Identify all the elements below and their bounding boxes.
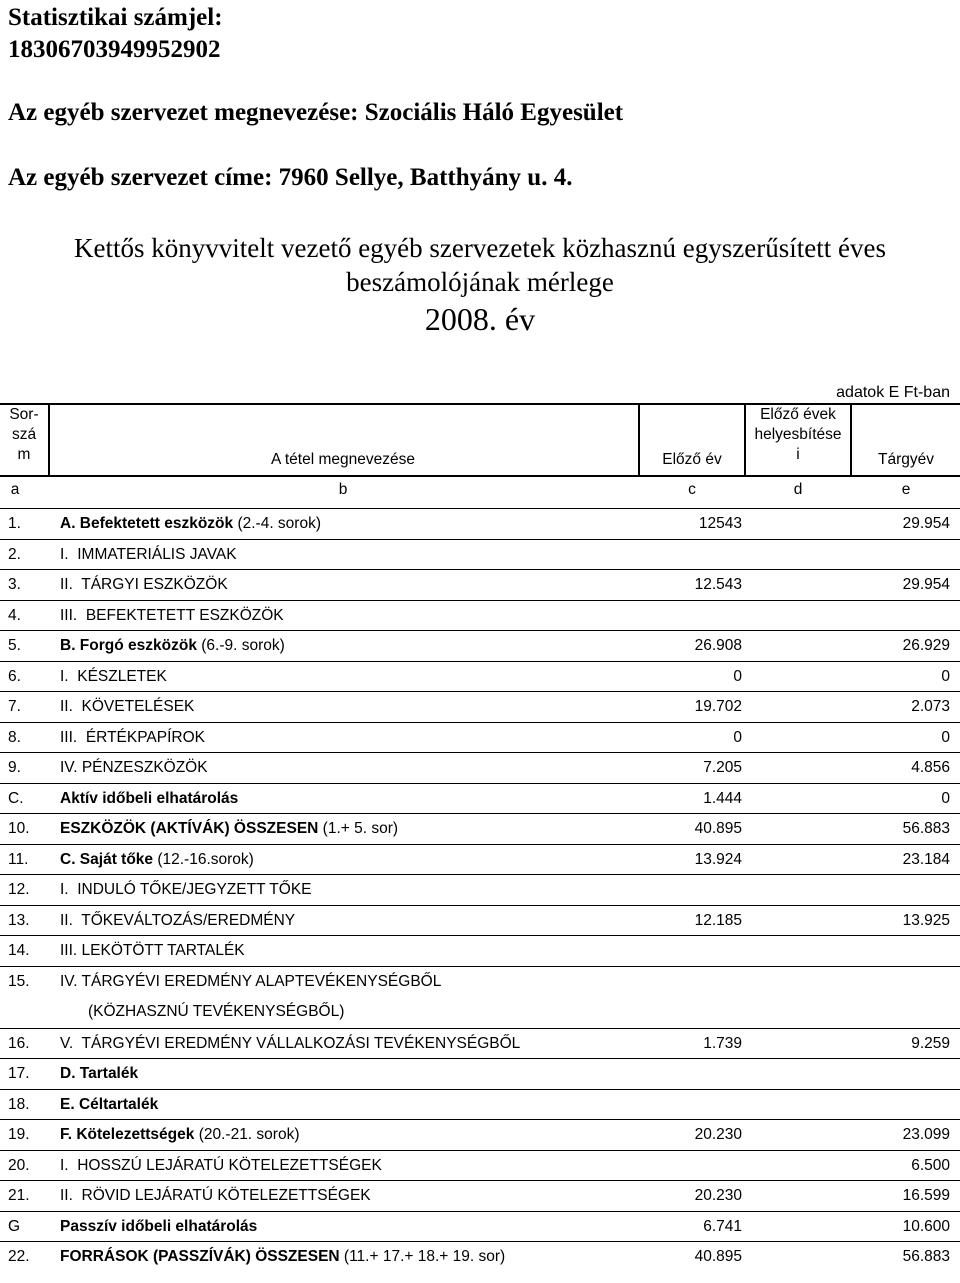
table-row bbox=[0, 630, 960, 661]
col-letter-e: e bbox=[901, 481, 911, 498]
previous-year-value: 12.543 bbox=[694, 576, 742, 593]
row-item-name: III. LEKÖTÖTT TARTALÉK bbox=[60, 942, 245, 959]
col-letter-b: b bbox=[338, 481, 348, 498]
row-number: 3. bbox=[8, 576, 21, 593]
row-number: 22. bbox=[8, 1248, 30, 1265]
current-year-value: 13.925 bbox=[902, 911, 950, 929]
row-number: 17. bbox=[8, 1065, 30, 1082]
previous-year-value: 0 bbox=[733, 667, 742, 685]
table-row bbox=[0, 1119, 960, 1150]
organization-name: Az egyéb szervezet megnevezése: Szociális Háló Egyesület bbox=[8, 99, 624, 126]
row-number: 7. bbox=[8, 698, 21, 715]
current-year-value: 0 bbox=[941, 728, 950, 746]
row-number: 21. bbox=[8, 1187, 30, 1204]
row-item-name: Passzív időbeli elhatárolás bbox=[60, 1217, 258, 1235]
table-row bbox=[0, 1058, 960, 1089]
table-row bbox=[0, 1241, 960, 1272]
row-item-name: I. INDULÓ TŐKE/JEGYZETT TŐKE bbox=[60, 881, 312, 898]
table-row bbox=[0, 935, 960, 966]
table-row bbox=[0, 813, 960, 844]
table-row bbox=[0, 905, 960, 936]
row-number: 1. bbox=[8, 515, 21, 532]
row-item-name: II. TŐKEVÁLTOZÁS/EREDMÉNY bbox=[60, 911, 296, 929]
table-row bbox=[0, 539, 960, 570]
previous-year-value: 7.205 bbox=[703, 759, 742, 776]
current-year-value: 56.883 bbox=[902, 1248, 950, 1265]
current-year-value: 23.099 bbox=[902, 1126, 950, 1143]
current-year-value: 16.599 bbox=[902, 1187, 950, 1204]
organization-address: Az egyéb szervezet címe: 7960 Sellye, Batthyány u. 4. bbox=[8, 164, 573, 191]
unit-note: adatok E Ft-ban bbox=[836, 384, 950, 401]
table-row bbox=[0, 1089, 960, 1120]
row-item-name: ESZKÖZÖK (AKTÍVÁK) ÖSSZESEN (1.+ 5. sor) bbox=[60, 820, 399, 837]
current-year-value: 0 bbox=[941, 667, 950, 685]
row-number: 18. bbox=[8, 1095, 30, 1113]
row-number: 6. bbox=[8, 667, 21, 685]
column-letters-row bbox=[0, 481, 960, 503]
row-item-name: FORRÁSOK (PASSZÍVÁK) ÖSSZESEN (11.+ 17.+ 18.+ 19. sor) bbox=[60, 1248, 506, 1265]
table-row bbox=[0, 752, 960, 783]
current-year-value: 23.184 bbox=[902, 850, 950, 868]
row-number: 2. bbox=[8, 545, 21, 563]
current-year-value: 9.259 bbox=[911, 1034, 950, 1052]
current-year-value: 26.929 bbox=[902, 637, 950, 654]
report-title-line2: beszámolójának mérlege bbox=[346, 267, 614, 297]
row-item-name: B. Forgó eszközök (6.-9. sorok) bbox=[60, 637, 285, 654]
row-item-name: II. TÁRGYI ESZKÖZÖK bbox=[60, 576, 228, 593]
table-row bbox=[0, 691, 960, 722]
row-item-name: A. Befektetett eszközök (2.-4. sorok) bbox=[60, 515, 321, 532]
previous-year-value: 1.444 bbox=[703, 789, 742, 807]
row-number: 14. bbox=[8, 942, 30, 959]
row-item-name: II. RÖVID LEJÁRATÚ KÖTELEZETTSÉGEK bbox=[60, 1187, 371, 1204]
previous-year-value: 20.230 bbox=[694, 1187, 742, 1204]
report-year: 2008. év bbox=[424, 301, 536, 337]
table-row bbox=[0, 1028, 960, 1059]
col-letter-c: c bbox=[688, 481, 696, 498]
row-number: 5. bbox=[8, 637, 21, 654]
previous-year-value: 40.895 bbox=[694, 820, 742, 837]
current-year-value: 2.073 bbox=[911, 698, 950, 715]
previous-year-value: 6.741 bbox=[703, 1217, 742, 1235]
col-header-current-year: Tárgyév bbox=[878, 451, 934, 468]
previous-year-value: 26.908 bbox=[694, 637, 742, 654]
row-number: 16. bbox=[8, 1034, 30, 1052]
statistical-number: 18306703949952902 bbox=[8, 36, 221, 63]
previous-year-value: 12543 bbox=[698, 515, 742, 532]
previous-year-value: 19.702 bbox=[694, 698, 742, 715]
col-header-corrections: Előző évek helyesbítése i bbox=[754, 406, 842, 463]
row-item-name: II. KÖVETELÉSEK bbox=[60, 698, 195, 715]
table-row bbox=[0, 844, 960, 875]
previous-year-value: 0 bbox=[733, 728, 742, 746]
row-number: 9. bbox=[8, 759, 21, 776]
row-item-name: C. Saját tőke (12.-16.sorok) bbox=[60, 850, 254, 868]
table-row bbox=[0, 569, 960, 600]
current-year-value: 4.856 bbox=[911, 759, 950, 776]
row-item-name: III. ÉRTÉKPAPÍROK bbox=[60, 728, 205, 746]
col-header-item-name: A tétel megnevezése bbox=[271, 451, 415, 468]
row-number: 11. bbox=[8, 850, 29, 868]
table-body bbox=[0, 508, 960, 1272]
table-row bbox=[0, 722, 960, 753]
previous-year-value: 20.230 bbox=[694, 1126, 742, 1143]
current-year-value: 10.600 bbox=[902, 1217, 950, 1235]
row-number: 19. bbox=[8, 1126, 30, 1143]
table-row bbox=[0, 600, 960, 631]
col-header-row-number: Sor- szá m bbox=[9, 406, 39, 463]
table-row bbox=[0, 874, 960, 905]
row-number: G bbox=[8, 1217, 21, 1235]
table-row bbox=[0, 966, 960, 1028]
row-item-name: I. HOSSZÚ LEJÁRATÚ KÖTELEZETTSÉGEK bbox=[60, 1156, 382, 1174]
row-item-name: E. Céltartalék bbox=[60, 1095, 159, 1113]
table-row bbox=[0, 661, 960, 692]
current-year-value: 0 bbox=[941, 789, 950, 807]
row-number: 8. bbox=[8, 728, 21, 746]
current-year-value: 56.883 bbox=[902, 820, 950, 837]
previous-year-value: 40.895 bbox=[694, 1248, 742, 1265]
table-row bbox=[0, 1180, 960, 1211]
current-year-value: 29.954 bbox=[902, 576, 950, 593]
row-item-name-continued: (KÖZHASZNÚ TEVÉKENYSÉGBŐL) bbox=[88, 1002, 345, 1020]
statistical-number-label: Statisztikai számjel: bbox=[8, 4, 223, 31]
previous-year-value: 13.924 bbox=[694, 850, 742, 868]
current-year-value: 6.500 bbox=[911, 1156, 950, 1174]
current-year-value: 29.954 bbox=[902, 515, 950, 532]
col-letter-a: a bbox=[10, 481, 20, 498]
row-number: 4. bbox=[8, 606, 21, 624]
row-number: 20. bbox=[8, 1156, 30, 1174]
previous-year-value: 12.185 bbox=[694, 911, 742, 929]
table-row bbox=[0, 1211, 960, 1242]
report-title-line1: Kettős könyvvitelt vezető egyéb szervezetek közhasznú egyszerűsített éves bbox=[74, 233, 886, 263]
row-number: 13. bbox=[8, 911, 30, 929]
col-letter-d: d bbox=[793, 481, 803, 498]
row-number: C. bbox=[8, 789, 24, 807]
row-item-name: I. KÉSZLETEK bbox=[60, 667, 167, 685]
row-number: 15. bbox=[8, 972, 30, 990]
row-item-name: Aktív időbeli elhatárolás bbox=[60, 789, 239, 807]
row-number: 10. bbox=[8, 820, 30, 837]
row-item-name: V. TÁRGYÉVI EREDMÉNY VÁLLALKOZÁSI TEVÉKENYSÉGBŐL bbox=[60, 1034, 521, 1052]
row-item-name: IV. PÉNZESZKÖZÖK bbox=[60, 759, 208, 776]
row-number: 12. bbox=[8, 881, 30, 898]
table-row bbox=[0, 508, 960, 539]
row-item-name: F. Kötelezettségek (20.-21. sorok) bbox=[60, 1126, 300, 1143]
row-item-name: IV. TÁRGYÉVI EREDMÉNY ALAPTEVÉKENYSÉGBŐL bbox=[60, 972, 442, 990]
previous-year-value: 1.739 bbox=[703, 1034, 742, 1052]
table-row bbox=[0, 783, 960, 814]
table-row bbox=[0, 1150, 960, 1181]
row-item-name: I. IMMATERIÁLIS JAVAK bbox=[60, 545, 237, 563]
col-header-previous-year: Előző év bbox=[662, 451, 722, 468]
row-item-name: III. BEFEKTETETT ESZKÖZÖK bbox=[60, 606, 284, 624]
row-item-name: D. Tartalék bbox=[60, 1065, 139, 1082]
